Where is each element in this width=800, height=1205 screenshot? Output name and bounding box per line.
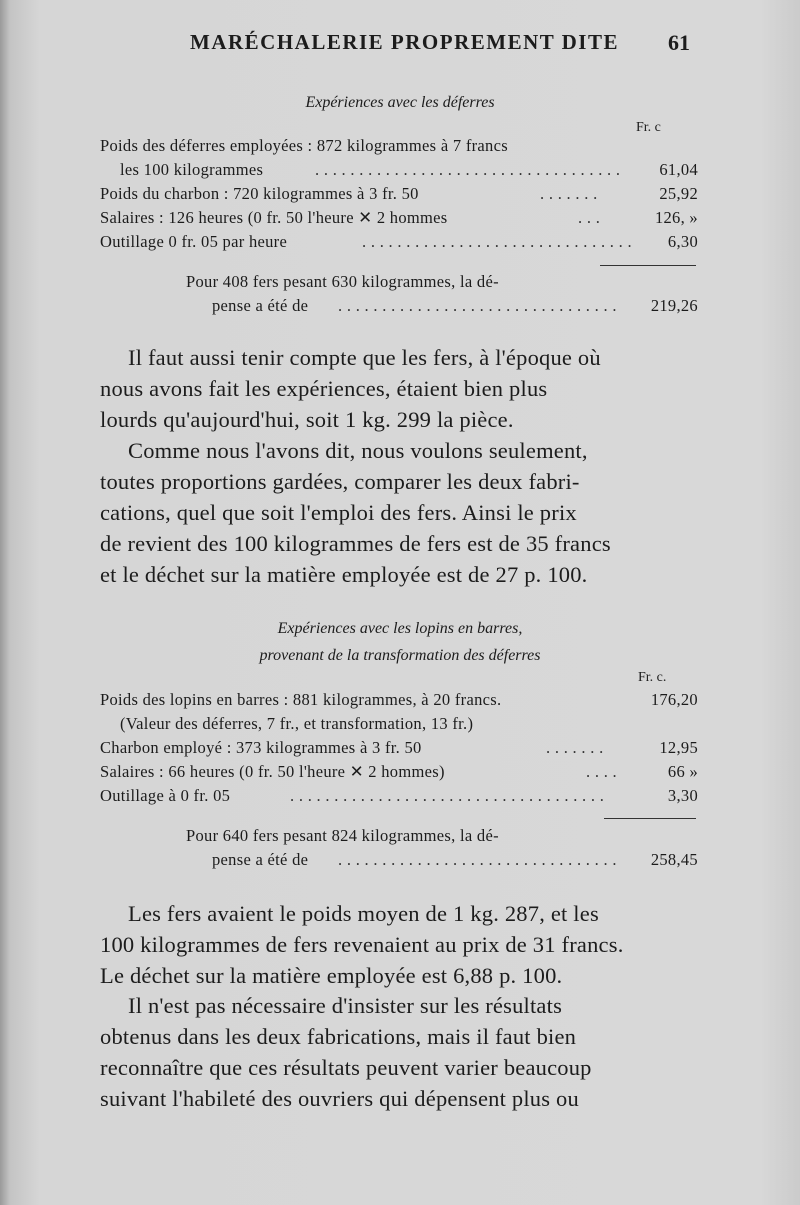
section2-title-line2: provenant de la transformation des déferres [259,647,541,664]
row-amount: 3,30 [667,786,698,805]
row-label: (Valeur des déferres, 7 fr., et transformation, 13 fr.) [120,714,474,733]
total-amount: 258,45 [650,850,698,869]
text-line: suivant l'habileté des ouvriers qui dépensent plus ou [100,1086,579,1111]
text-line: 100 kilogrammes de fers revenaient au prix de 31 francs. [100,932,624,957]
running-title: MARÉCHALERIE PROPREMENT DITE [190,30,619,54]
text-line: de revient des 100 kilogrammes de fers est de 35 francs [100,531,611,556]
total-label: Pour 640 fers pesant 824 kilogrammes, la dé- [186,826,499,845]
total-amount: 219,26 [650,296,698,315]
leader-dots: . . . . [586,762,617,781]
row-label: Charbon employé : 373 kilogrammes à 3 fr. 50 [100,738,422,757]
text-line: Les fers avaient le poids moyen de 1 kg. 287, et les [128,901,599,926]
row-label: Poids du charbon : 720 kilogrammes à 3 fr. 50 [100,184,419,203]
text-line: Le déchet sur la matière employée est 6,88 p. 100. [100,963,563,988]
text-line: reconnaître que ces résultats peuvent varier beaucoup [100,1055,592,1080]
section2-title-line1: Expériences avec les lopins en barres, [277,620,523,637]
section2-row-4 [100,762,698,786]
row-label: Salaires : 126 heures (0 fr. 50 l'heure ✕ 2 hommes [100,208,448,227]
section2-unit-header: Fr. c. [638,670,667,685]
sum-rule [604,818,696,819]
section2-row-3 [100,738,698,762]
text-line: toutes proportions gardées, comparer les deux fabri- [100,469,580,494]
leader-dots: . . . . . . . [540,184,598,203]
section1-unit-header: Fr. c [636,120,661,135]
text-line: obtenus dans les deux fabrications, mais il faut bien [100,1024,577,1049]
row-label: Outillage à 0 fr. 05 [100,786,231,805]
paragraph-1 [100,342,698,435]
leader-dots: . . . . . . . . . . . . . . . . . . . . . . . . . . . . . . . . . . . [315,160,621,179]
running-header [0,30,800,62]
text-line: Il n'est pas nécessaire d'insister sur les résultats [128,993,563,1018]
section2-total-line2 [100,850,698,874]
text-line: cations, quel que soit l'emploi des fers. Ainsi le prix [100,500,577,525]
row-amount: 25,92 [659,184,698,203]
paragraph-4 [100,990,698,1114]
total-label: pense a été de [212,296,309,315]
row-amount: 126, » [654,208,698,227]
section2-total-line1 [186,826,698,850]
text-line: et le déchet sur la matière employée est de 27 p. 100. [100,562,588,587]
total-label: pense a été de [212,850,309,869]
leader-dots: . . . [578,208,601,227]
row-amount: 61,04 [659,160,698,179]
leader-dots: . . . . . . . . . . . . . . . . . . . . . . . . . . . . . . . . [338,296,617,315]
section2-row-1 [100,690,698,714]
leader-dots: . . . . . . . . . . . . . . . . . . . . . . . . . . . . . . . [362,232,632,251]
row-label: Salaires : 66 heures (0 fr. 50 l'heure ✕ 2 hommes) [100,762,445,781]
row-amount: 12,95 [659,738,698,757]
page-number: 61 [668,30,690,55]
section1-title: Expériences avec les déferres [305,94,495,111]
row-amount: 6,30 [667,232,698,251]
leader-dots: . . . . . . . . . . . . . . . . . . . . . . . . . . . . . . . . . . . . [290,786,605,805]
section2-row-5 [100,786,698,810]
section1-row-3 [100,184,698,208]
section1-row-1 [100,136,698,160]
section1-row-4 [100,208,698,232]
row-label: Poids des lopins en barres : 881 kilogrammes, à 20 francs. [100,690,502,709]
row-amount: 66 » [667,762,698,781]
section1-row-2 [100,160,698,184]
total-label: Pour 408 fers pesant 630 kilogrammes, la dé- [186,272,499,291]
text-line: Comme nous l'avons dit, nous voulons seulement, [128,438,588,463]
section1-row-5 [100,232,698,256]
section1-total-line1 [186,272,698,296]
sum-rule [600,265,696,266]
leader-dots: . . . . . . . . . . . . . . . . . . . . . . . . . . . . . . . . [338,850,617,869]
text-line: nous avons fait les expériences, étaient bien plus [100,376,548,401]
section2-row-2 [100,714,698,738]
row-label: Poids des déferres employées : 872 kilogrammes à 7 francs [100,136,508,155]
row-label: les 100 kilogrammes [120,160,264,179]
row-label: Outillage 0 fr. 05 par heure [100,232,288,251]
paragraph-3 [100,898,698,991]
text-line: Il faut aussi tenir compte que les fers, à l'époque où [128,345,601,370]
paragraph-2 [100,435,698,590]
row-amount: 176,20 [650,690,698,709]
text-line: lourds qu'aujourd'hui, soit 1 kg. 299 la pièce. [100,407,514,432]
leader-dots: . . . . . . . [546,738,604,757]
section1-total-line2 [100,296,698,320]
